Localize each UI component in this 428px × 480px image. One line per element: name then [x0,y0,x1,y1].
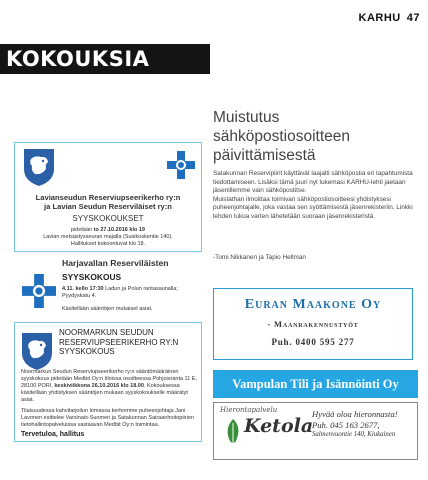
notice-location: Lavian metsästysseuran majalla (Susikoskentie 140). [43,234,173,240]
notice-paragraph [21,369,197,404]
time-rest: Ladun ja Polun rantasaunalla; Pyydyskatu 4. [62,286,178,299]
page-header [353,12,420,24]
ad-company-name: Euran Maakone Oy [244,297,382,312]
para-text: Noormarkun Seudun Reserviupseerikerho ry:n sääntömääräinen syyskokous pidetään Medbit Oy:n tiloissa osoitteessa Pohjoisranta 11 E, 28100 PORI, [21,369,197,389]
notice-time [62,286,198,300]
lion-emblem-icon [19,331,55,371]
leaf-icon [220,417,246,447]
article-paragraph: Muistathan ilmoittaa toimivan sähköpostiosoitteesi yhdistyksesi puheenjohtajalle, joka vastaa sen syöttämisestä jäsenrekisteriin. Linkki lehden lukua varten lähetetään suoraan jäsenrekisteristä. [213,195,413,220]
notice-lavia [14,142,202,252]
cross-emblem-icon [22,274,56,308]
ad-script-top: Hierontapalvelu [220,406,278,414]
ad-euran-maakone [213,288,413,360]
notice-title-line: RESERVIUPSEERIKERHO RY:N [59,337,179,347]
notice-title [15,193,201,211]
article-title-line: päivittämisestä [213,147,316,164]
lion-emblem-icon [21,147,57,187]
ad-subtitle: - Maanrakennustyöt [267,319,359,329]
ad-ketola [213,402,418,460]
cross-emblem-icon [167,151,195,179]
magazine-name: KARHU [358,12,401,24]
article-body [213,170,413,222]
notice-noormarkku [14,322,202,442]
section-banner: KOKOUKSIA [0,44,210,74]
time-bold: 4.11. kello 17:30 [62,286,104,292]
para-text: . Kokouksessa käsitellään yhdistyksen sääntöjen mukaan syyskokoukselle määrätyt asiat. [21,383,188,403]
notice-title-line: Lavianseudun Reserviupseerikerho ry:n [35,193,181,202]
notice-signature: Tervetuloa, hallitus [21,431,85,438]
notice-title-line: NOORMARKUN SEUDUN [59,328,154,337]
notice-details [15,227,201,248]
article-paragraph: Satakunnan Reservipiirit käyttävät laajalti sähköpostia eri tapahtumista tiedottamiseen. Lisäksi tämä juuri nyt lukemasi KARHU-lehti jaetaan jäsenillemme vain sähköpostitse. [213,170,413,195]
notice-title: Harjavallan Reserviläisten [62,258,169,268]
notice-title [59,328,199,357]
notice-boards: Hallitukset kokoontuvat klo 18. [70,241,146,247]
notice-title-line: SYYSKOKOUS [59,347,115,356]
notice-harjavalta [14,258,202,326]
notice-agenda: Käsitellään sääntöjen mukaiset asiat. [62,306,153,312]
article-signature: -Tomi Nikkanen ja Tapio Hellman [213,254,306,261]
date-bold: to 27.10.2016 klo 19 [93,227,145,233]
ad-address: Salmenvuontie 140, Kiukainen [312,431,396,438]
ad-brand: Ketola [244,415,314,437]
ad-slogan: Hyvää oloa hieronnasta! [312,409,398,419]
ad-phone: Puh. 0400 595 277 [271,337,355,347]
notice-subtitle: SYYSKOKOUKSET [72,214,144,223]
article-title [213,108,413,165]
article-title-line: Muistutus [213,109,280,126]
para-bold: keskiviikkona 26.10.2016 klo 18.00 [54,383,144,389]
date-prefix: pidetään [70,227,94,233]
page-number: 47 [406,12,420,24]
notice-title-line: ja Lavian Seudun Reserviläiset ry:n [44,202,172,211]
ad-vampula: Vampulan Tili ja Isännöinti Oy [213,370,418,398]
notice-subtitle: SYYSKOKOUS [62,272,122,282]
notice-date [15,227,201,234]
ad-contact [312,409,416,441]
article-title-line: sähköpostiosoitteen [213,128,351,145]
notice-paragraph: Tilaisuudessa kahvitarjoilun lomassa kerhomme puheenjohtaja Jani Lavonen esittelee Varsinais-Suomen ja Satakunnan Sairaanhoitopiirien tietohallintopalveluissa vastaavan Medbit Oy:n toimintaa. [21,408,194,428]
ad-phone: Puh. 045 163 2677, [312,419,380,430]
